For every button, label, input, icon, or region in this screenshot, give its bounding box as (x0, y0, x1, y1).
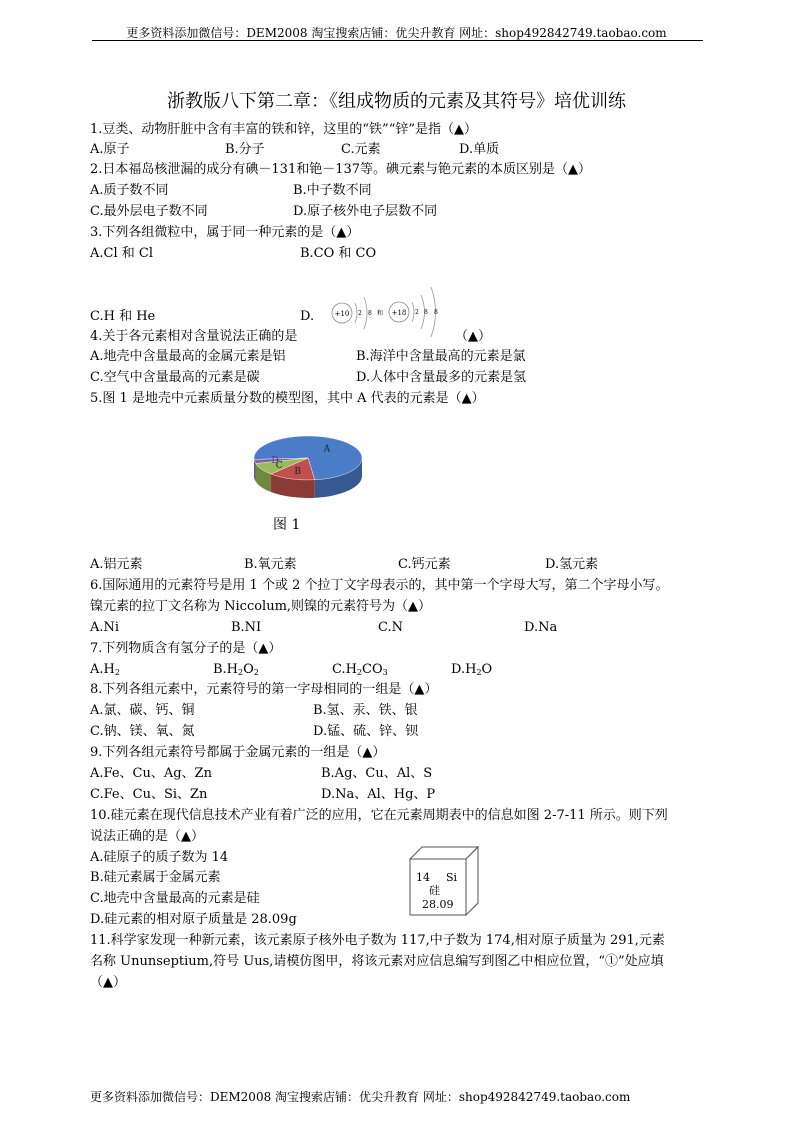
q7-c-subscript: 2 (356, 668, 363, 677)
q4-stem: 4.关于各元素相对含量说法正确的是 (90, 329, 298, 344)
q4-option-c[interactable]: C.空气中含量最高的元素是碳 (90, 370, 260, 385)
q9-option-c[interactable]: C.Fe、Cu、Si、Zn (90, 787, 208, 802)
q6-option-d[interactable]: D.Na (524, 620, 558, 635)
q6-option-a[interactable]: A.Ni (90, 620, 120, 635)
q8-option-c[interactable]: C.钠、镁、氧、氮 (90, 724, 195, 739)
q9-option-d[interactable]: D.Na、Al、Hg、P (321, 787, 436, 802)
q6-stem-line1: 6.国际通用的元素符号是用 1 个或 2 个拉丁文字母表示的，其中第一个字母大写，第二个字母小写。 (90, 578, 669, 593)
atom2-shell-1: 2 (415, 309, 419, 316)
q4-option-d[interactable]: D.人体中含量最多的元素是氢 (356, 370, 527, 385)
q10-stem-line2: 说法正确的是（▲） (90, 829, 204, 844)
q6-stem-line2: 镍元素的拉丁文名称为 Niccolum,则镍的元素符号为（▲） (90, 599, 432, 614)
q8-option-a[interactable]: A.氯、碳、钙、铜 (90, 703, 195, 718)
pie-label-A: A (323, 444, 331, 455)
q8-stem: 8.下列各组元素中，元素符号的第一字母相同的一组是（▲） (90, 682, 438, 697)
tile-symbol: Si (446, 871, 458, 884)
q2-stem: 2.日本福岛核泄漏的成分有碘－131和铯－137等。碘元素与铯元素的本质区别是（▲） (90, 162, 592, 177)
pie-label-B: B (294, 466, 301, 477)
pie-label-C: C (275, 460, 283, 471)
q3-option-c[interactable]: C.H 和 He (90, 309, 156, 324)
atom1-shell-2: 8 (368, 310, 372, 317)
q7-stem: 7.下列物质含有氢分子的是（▲） (90, 641, 282, 656)
q7-c-subscript-2: 3 (382, 668, 388, 677)
q4-option-a[interactable]: A.地壳中含量最高的金属元素是铝 (90, 349, 286, 364)
q7-option-d[interactable] (451, 661, 492, 681)
atom2-shell-arc (412, 302, 414, 322)
header-divider (92, 40, 703, 41)
q7-d-text: D.H (451, 662, 477, 677)
q4-answer-mark: （▲） (455, 329, 491, 344)
q6-option-b[interactable]: B.NI (231, 620, 262, 635)
q7-c-text-2: CO (362, 662, 383, 677)
q7-b-subscript-2: 2 (253, 668, 259, 677)
q5-figure-caption: 图 1 (273, 517, 301, 533)
q3-option-d[interactable]: D. (300, 309, 315, 324)
q7-c-text: C.H (332, 662, 357, 677)
q10-option-d[interactable]: D.硅元素的相对原子质量是 28.09g (90, 912, 297, 927)
q3-option-b[interactable]: B.CO 和 CO (300, 246, 377, 261)
atom1-shell-arc (364, 297, 367, 329)
q7-d-subscript: 2 (476, 668, 482, 677)
q1-option-b[interactable]: B.分子 (225, 142, 265, 157)
q7-option-b[interactable] (213, 661, 259, 681)
q4-option-b[interactable]: B.海洋中含量最高的元素是氯 (356, 349, 526, 364)
q9-stem: 9.下列各组元素符号都属于金属元素的一组是（▲） (90, 745, 386, 760)
tile-side-face (466, 847, 478, 915)
q10-element-tile (408, 845, 480, 917)
q2-option-a[interactable]: A.质子数不同 (90, 183, 169, 198)
q7-option-c[interactable] (332, 661, 388, 681)
atom2-shell-2: 8 (424, 309, 428, 316)
atom1-shell-arc (355, 303, 357, 323)
q9-option-b[interactable]: B.Ag、Cu、Al、S (321, 766, 433, 781)
q7-b-text-2: O (243, 662, 254, 677)
q2-option-d[interactable]: D.原子核外电子层数不同 (293, 204, 438, 219)
tile-element-name: 硅 (429, 884, 440, 897)
tile-atomic-number: 14 (416, 871, 430, 884)
tile-atomic-mass: 28.09 (422, 898, 454, 911)
q7-b-subscript: 2 (238, 668, 244, 677)
q2-option-c[interactable]: C.最外层电子数不同 (90, 204, 208, 219)
q3-atom-structure-diagram (328, 283, 448, 343)
q5-pie-chart (252, 430, 368, 508)
q5-stem: 5.图 1 是地壳中元素质量分数的模型图，其中 A 代表的元素是（▲） (90, 391, 485, 406)
atom1-shell-1: 2 (358, 310, 362, 317)
q10-option-c[interactable]: C.地壳中含量最高的元素是硅 (90, 891, 260, 906)
q1-stem: 1.豆类、动物肝脏中含有丰富的铁和锌，这里的“铁”“锌”是指（▲） (90, 122, 477, 137)
q10-stem-line1: 10.硅元素在现代信息技术产业有着广泛的应用，它在元素周期表中的信息如图 2-7-11 所示。则下列 (90, 808, 668, 823)
q8-option-d[interactable]: D.锰、硫、锌、钡 (313, 724, 419, 739)
q11-stem-line1: 11.科学家发现一种新元素，该元素原子核外电子数为 117,中子数为 174,相对原子质量为 291,元素 (90, 933, 665, 948)
q5-option-c[interactable]: C.钙元素 (398, 557, 451, 572)
q11-stem-line2: 名称 Ununseptium,符号 Uus,请模仿图甲，将该元素对应信息编写到图乙中相应位置，“①”处应填 (90, 954, 664, 969)
page-footer: 更多资料添加微信号：DEM2008 淘宝搜索店铺：优尖升教育 网址：shop492842749.taobao.com (90, 1090, 631, 1104)
q5-option-d[interactable]: D.氢元素 (545, 557, 599, 572)
q7-d-text-2: O (481, 662, 493, 677)
q8-option-b[interactable]: B.氢、汞、铁、银 (313, 703, 418, 718)
atom2-shell-3: 8 (434, 309, 438, 316)
q7-a-text: A.H (90, 662, 115, 677)
q5-option-a[interactable]: A.铝元素 (90, 557, 143, 572)
atom2-nucleus: +18 (391, 309, 407, 317)
q10-option-b[interactable]: B.硅元素属于金属元素 (90, 870, 221, 885)
q1-option-a[interactable]: A.原子 (90, 142, 130, 157)
q10-option-a[interactable]: A.硅原子的质子数为 14 (90, 850, 229, 865)
q6-option-c[interactable]: C.N (378, 620, 403, 635)
page-header: 更多资料添加微信号：DEM2008 淘宝搜索店铺：优尖升教育 网址：shop492842749.taobao.com (126, 26, 667, 40)
q9-option-a[interactable]: A.Fe、Cu、Ag、Zn (90, 766, 212, 781)
q2-option-b[interactable]: B.中子数不同 (293, 183, 372, 198)
q1-option-c[interactable]: C.元素 (341, 142, 381, 157)
pie-label-D: D (271, 456, 279, 467)
atom1-nucleus: +10 (334, 310, 350, 318)
q7-b-text: B.H (213, 662, 239, 677)
q11-stem-line3: （▲） (90, 975, 126, 990)
q3-stem: 3.下列各组微粒中，属于同一种元素的是（▲） (90, 225, 360, 240)
q7-a-subscript: 2 (114, 668, 120, 677)
q7-option-a[interactable] (90, 661, 120, 681)
q5-option-b[interactable]: B.氧元素 (244, 557, 297, 572)
page-title: 浙教版八下第二章：《组成物质的元素及其符号》培优训练 (167, 91, 626, 112)
q3-option-a[interactable]: A.Cl 和 Cl (90, 246, 153, 261)
q1-option-d[interactable]: D.单质 (459, 142, 500, 157)
atom-conjunction: 和 (377, 310, 384, 317)
